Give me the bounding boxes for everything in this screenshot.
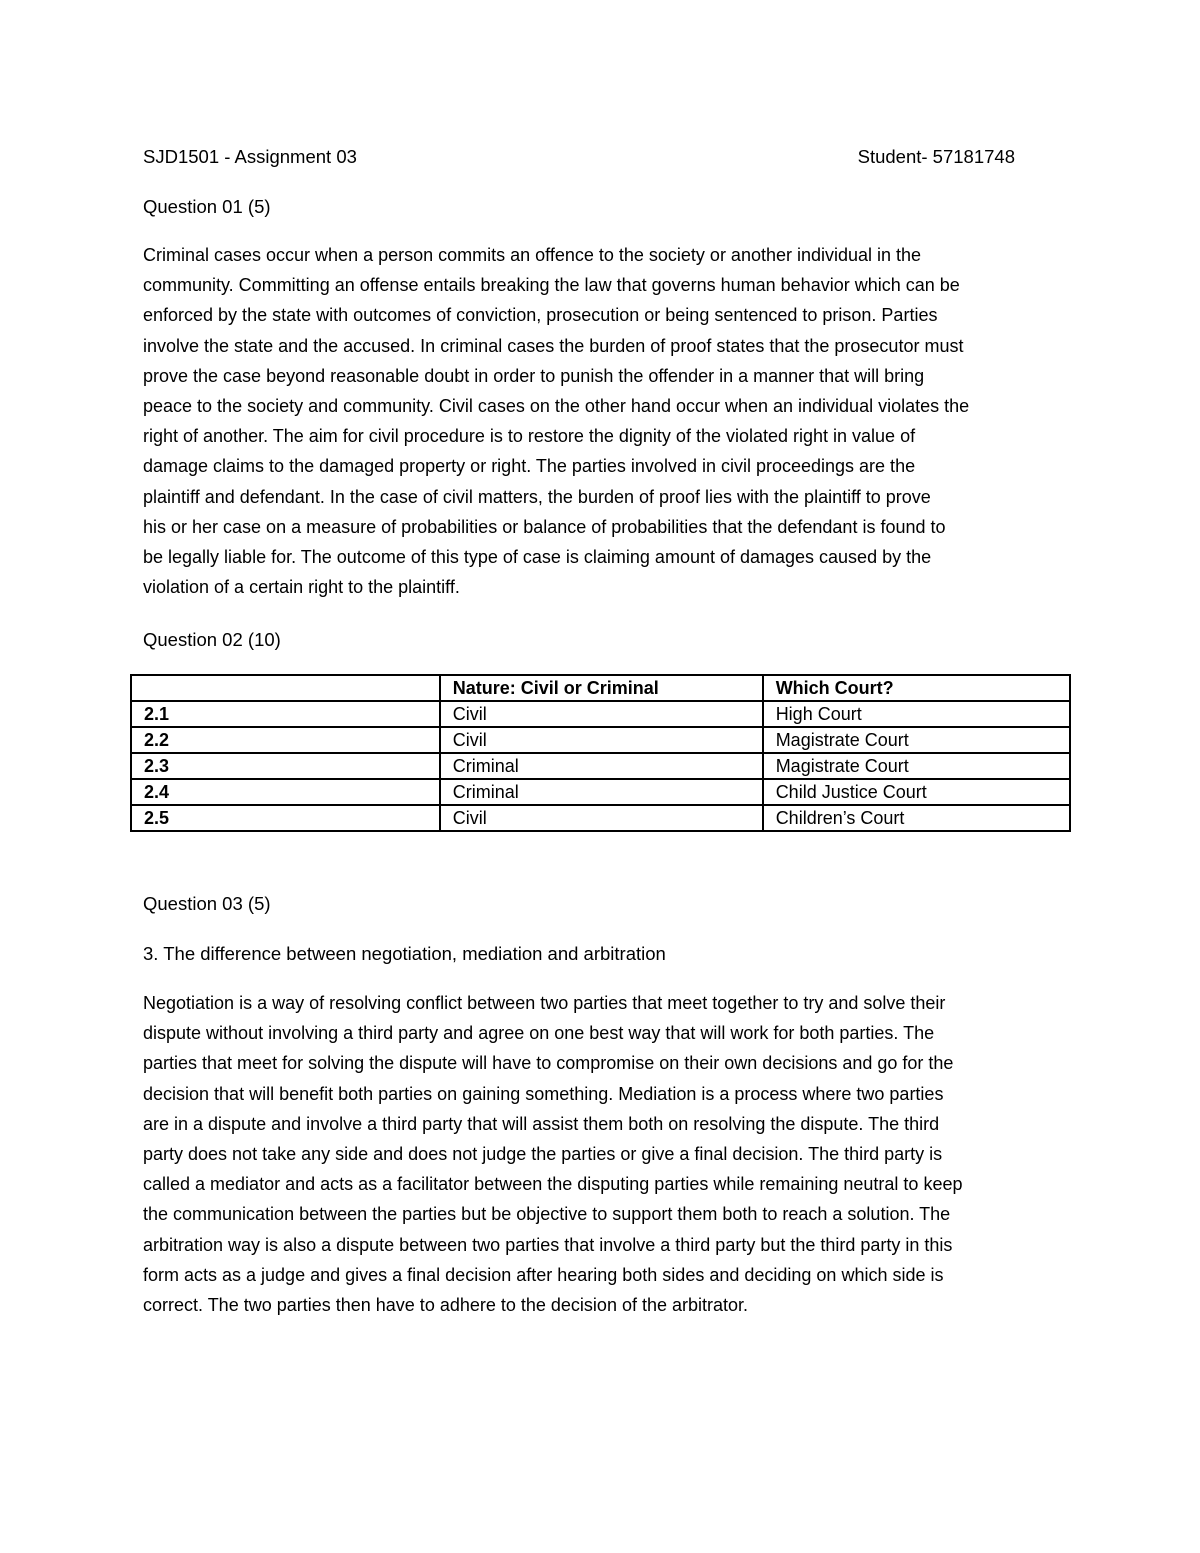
table-header-row <box>131 675 1070 701</box>
table-cell-nature: Civil <box>440 701 763 727</box>
table-row <box>131 779 1070 805</box>
q1-line: damage claims to the damaged property or right. The parties involved in civil proceedings are the <box>143 456 916 477</box>
question-03-heading: Question 03 (5) <box>143 893 271 914</box>
table-cell-court: Magistrate Court <box>763 753 1070 779</box>
table-cell-nature: Civil <box>440 727 763 753</box>
q3-line: called a mediator and acts as a facilitator between the disputing parties while remaining neutral to keep <box>143 1174 963 1195</box>
question-02-heading: Question 02 (10) <box>143 629 281 650</box>
q1-line: violation of a certain right to the plaintiff. <box>143 577 460 598</box>
table-header-court: Which Court? <box>763 675 1070 701</box>
table-cell-number: 2.5 <box>131 805 440 831</box>
q1-line: enforced by the state with outcomes of conviction, prosecution or being sentenced to prison. Parties <box>143 305 938 326</box>
q3-line: form acts as a judge and gives a final decision after hearing both sides and deciding on which side is <box>143 1264 944 1285</box>
student-number-label: Student- 57181748 <box>857 146 1015 167</box>
q1-line: plaintiff and defendant. In the case of civil matters, the burden of proof lies with the plaintiff to prove <box>143 486 931 507</box>
q1-line: right of another. The aim for civil procedure is to restore the dignity of the violated right in value of <box>143 426 916 447</box>
table-row <box>131 805 1070 831</box>
q3-line: decision that will benefit both parties on gaining something. Mediation is a process where two parties <box>143 1083 944 1104</box>
q3-line: arbitration way is also a dispute between two parties that involve a third party but the third party in this <box>143 1234 953 1255</box>
table-cell-court: Children’s Court <box>763 805 1070 831</box>
court-classification-table <box>130 674 1071 832</box>
q3-line: Negotiation is a way of resolving conflict between two parties that meet together to try and solve their <box>143 993 946 1013</box>
table-cell-number: 2.4 <box>131 779 440 805</box>
course-assignment-label: SJD1501 - Assignment 03 <box>143 146 357 167</box>
table-row <box>131 727 1070 753</box>
question-03-subheading: 3. The difference between negotiation, mediation and arbitration <box>143 943 666 964</box>
table-cell-number: 2.2 <box>131 727 440 753</box>
q3-line: correct. The two parties then have to adhere to the decision of the arbitrator. <box>143 1295 749 1316</box>
q1-line: peace to the society and community. Civil cases on the other hand occur when an individual violates the <box>143 396 970 417</box>
q1-line: his or her case on a measure of probabilities or balance of probabilities that the defendant is found to <box>143 516 946 537</box>
q1-line: Criminal cases occur when a person commits an offence to the society or another individual in the <box>143 245 922 265</box>
table-cell-nature: Civil <box>440 805 763 831</box>
table-cell-nature: Criminal <box>440 753 763 779</box>
table-cell-number: 2.3 <box>131 753 440 779</box>
document-header <box>143 143 1015 171</box>
q1-line: involve the state and the accused. In criminal cases the burden of proof states that the prosecutor must <box>143 335 964 356</box>
table-row <box>131 701 1070 727</box>
q3-line: the communication between the parties but be objective to support them both to reach a solution. The <box>143 1204 951 1225</box>
question-03-answer <box>143 988 1063 1320</box>
q3-line: party does not take any side and does not judge the parties or give a final decision. The third party is <box>143 1144 943 1165</box>
q3-line: parties that meet for solving the dispute will have to compromise on their own decisions and go for the <box>143 1053 954 1074</box>
question-01-heading: Question 01 (5) <box>143 196 271 217</box>
table-cell-court: High Court <box>763 701 1070 727</box>
table-header-cell <box>131 675 440 701</box>
q3-line: are in a dispute and involve a third party that will assist them both on resolving the dispute. The third <box>143 1113 940 1134</box>
question-01-answer <box>143 240 1063 602</box>
q1-line: community. Committing an offense entails breaking the law that governs human behavior which can be <box>143 275 960 296</box>
table-cell-court: Child Justice Court <box>763 779 1070 805</box>
table-row <box>131 753 1070 779</box>
q1-line: prove the case beyond reasonable doubt in order to punish the offender in a manner that will bring <box>143 365 925 386</box>
table-cell-number: 2.1 <box>131 701 440 727</box>
q3-line: dispute without involving a third party and agree on one best way that will work for both parties. The <box>143 1023 935 1044</box>
table-header-nature: Nature: Civil or Criminal <box>440 675 763 701</box>
table-cell-nature: Criminal <box>440 779 763 805</box>
q1-line: be legally liable for. The outcome of this type of case is claiming amount of damages caused by the <box>143 547 932 568</box>
table-cell-court: Magistrate Court <box>763 727 1070 753</box>
